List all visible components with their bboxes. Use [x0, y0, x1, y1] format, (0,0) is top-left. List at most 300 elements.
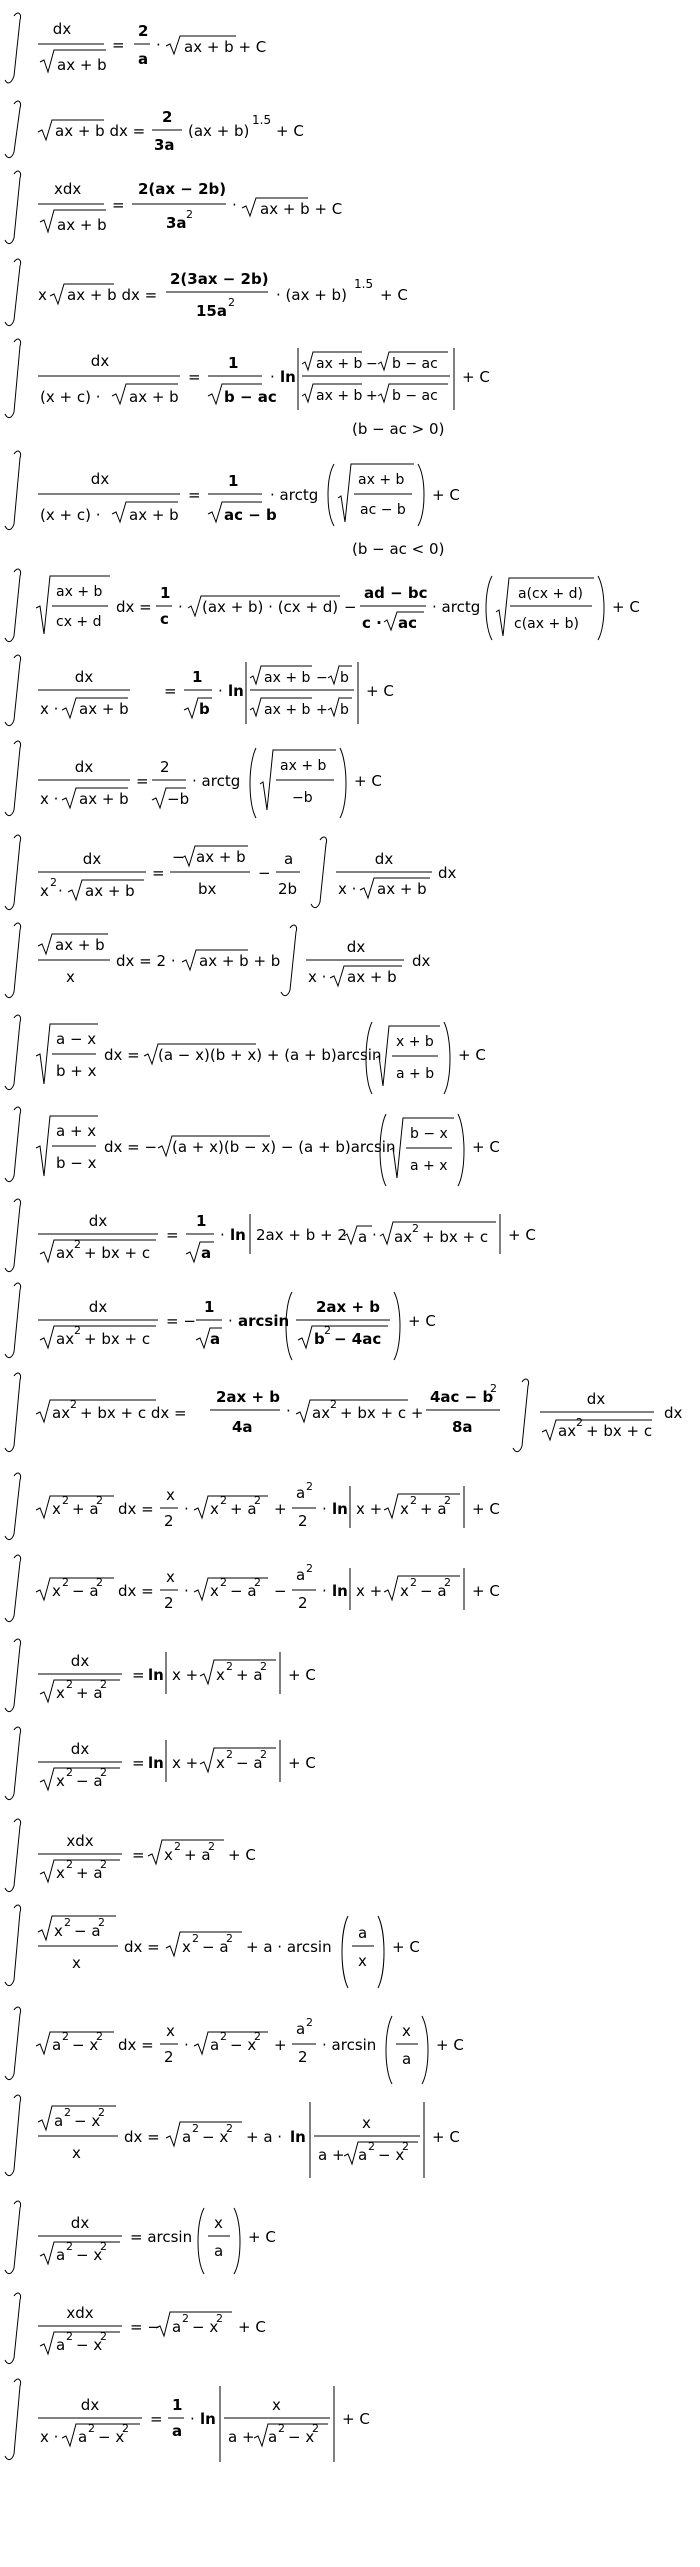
svg-text:x: x	[400, 1500, 409, 1518]
svg-text:3a: 3a	[154, 136, 175, 154]
svg-text:2: 2	[402, 2140, 409, 2153]
svg-text:=: =	[132, 1846, 145, 1864]
svg-text:2: 2	[444, 1576, 451, 1589]
svg-text:dx: dx	[70, 1740, 90, 1758]
svg-text:x +: x +	[172, 1754, 199, 1772]
svg-text:+ C: + C	[288, 1666, 316, 1684]
svg-text:x: x	[164, 1846, 173, 1864]
formula-f19	[0, 1636, 700, 1720]
svg-text:+ C: + C	[436, 2036, 464, 2054]
svg-text:a: a	[56, 2246, 66, 2264]
svg-text:·: ·	[232, 196, 237, 214]
svg-text:·: ·	[322, 1500, 327, 1518]
svg-text:·: ·	[190, 2410, 195, 2428]
svg-text:ax + b: ax + b	[264, 670, 311, 686]
svg-text:a + x: a + x	[56, 1122, 97, 1140]
svg-text:x: x	[38, 286, 47, 304]
svg-text:1.5: 1.5	[354, 277, 374, 291]
svg-text:−: −	[172, 848, 185, 866]
formula-f11	[0, 920, 700, 1006]
svg-text:+ bx + c +: + bx + c +	[340, 1404, 424, 1422]
svg-text:+ a: + a	[72, 1500, 99, 1518]
formula-row	[0, 568, 700, 648]
svg-text:b − x: b − x	[410, 1126, 448, 1142]
formula-f10	[0, 832, 700, 918]
svg-text:ax + b: ax + b	[280, 758, 327, 774]
svg-text:x: x	[166, 2022, 175, 2040]
svg-text:2: 2	[164, 2048, 174, 2066]
svg-text:2: 2	[164, 1594, 174, 1612]
formula-f17	[0, 1472, 700, 1544]
svg-text:ax + b: ax + b	[347, 968, 397, 986]
svg-text:−: −	[344, 598, 357, 616]
svg-text:− x: − x	[74, 2112, 101, 2130]
svg-text:=: =	[152, 864, 165, 882]
svg-text:·: ·	[184, 1500, 189, 1518]
svg-text:dx: dx	[586, 1390, 606, 1408]
svg-text:x: x	[216, 1666, 225, 1684]
formula-f25	[0, 2198, 700, 2280]
svg-text:c(ax + b): c(ax + b)	[514, 616, 580, 632]
svg-text:2: 2	[100, 1766, 107, 1779]
svg-text:ax + b: ax + b	[316, 388, 363, 404]
svg-text:b − ac: b − ac	[392, 356, 438, 372]
svg-text:2: 2	[100, 1858, 107, 1871]
svg-text:x: x	[56, 1864, 65, 1882]
svg-text:+ C: + C	[408, 1312, 436, 1330]
svg-text:2: 2	[62, 1494, 69, 1507]
svg-text:2: 2	[122, 2422, 129, 2435]
formula-f02	[0, 98, 700, 162]
svg-text:c ·: c ·	[362, 614, 382, 632]
svg-text:− a: − a	[236, 1754, 263, 1772]
svg-text:2: 2	[74, 1324, 81, 1337]
svg-text:· arctg: · arctg	[432, 598, 481, 616]
formula-row	[0, 652, 700, 734]
svg-text:2: 2	[306, 1562, 313, 1575]
svg-text:2ax + b: 2ax + b	[316, 1298, 380, 1316]
formula-f14	[0, 1196, 700, 1278]
formula-f07	[0, 568, 700, 648]
formula-row	[0, 832, 700, 918]
svg-text:1: 1	[204, 1298, 215, 1316]
svg-text:a: a	[214, 2242, 224, 2260]
svg-text:2: 2	[88, 2422, 95, 2435]
svg-text:4ac − b: 4ac − b	[430, 1388, 494, 1406]
svg-text:·: ·	[218, 682, 223, 700]
svg-text:− a: − a	[74, 1922, 101, 1940]
svg-text:ax + b: ax + b	[129, 388, 179, 406]
svg-text:x ·: x ·	[40, 2428, 59, 2446]
svg-text:− x: − x	[378, 2146, 405, 2164]
svg-text:dx: dx	[438, 864, 457, 882]
svg-text:+: +	[274, 2036, 287, 2054]
svg-text:cx + d: cx + d	[56, 614, 102, 630]
svg-text:dx: dx	[664, 1404, 683, 1422]
svg-text:b − ac: b − ac	[224, 388, 277, 406]
svg-text:x + b: x + b	[396, 1034, 434, 1050]
svg-text:− x: − x	[230, 2036, 257, 2054]
svg-text:dx =: dx =	[118, 1500, 154, 1518]
svg-text:ax + b: ax + b	[196, 848, 246, 866]
svg-text:ax: ax	[56, 1330, 75, 1348]
svg-text:2: 2	[162, 108, 173, 126]
svg-text:2: 2	[100, 1678, 107, 1691]
svg-text:·: ·	[220, 1226, 225, 1244]
svg-text:a: a	[52, 2036, 62, 2054]
svg-text:2: 2	[192, 2122, 199, 2135]
svg-text:x: x	[362, 2114, 371, 2132]
svg-text:ax + b: ax + b	[85, 882, 135, 900]
svg-text:dx: dx	[74, 668, 94, 686]
svg-text:2: 2	[96, 1494, 103, 1507]
svg-text:2ax + b + 2: 2ax + b + 2	[256, 1226, 347, 1244]
formula-row	[0, 258, 700, 332]
svg-text:ad − bc: ad − bc	[364, 584, 428, 602]
svg-text:2: 2	[412, 1222, 419, 1235]
svg-text:=: =	[136, 772, 149, 790]
svg-text:+ bx + c: + bx + c	[84, 1330, 151, 1348]
svg-text:2: 2	[100, 2240, 107, 2253]
svg-text:ln: ln	[332, 1582, 348, 1600]
svg-text:·: ·	[322, 1582, 327, 1600]
svg-text:·: ·	[156, 36, 161, 54]
svg-text:ac − b: ac − b	[360, 502, 406, 518]
svg-text:2: 2	[216, 2312, 223, 2325]
svg-text:=: =	[188, 368, 201, 386]
svg-text:x: x	[56, 1772, 65, 1790]
svg-text:x: x	[210, 1500, 219, 1518]
svg-text:2: 2	[576, 1416, 583, 1429]
svg-text:+: +	[316, 702, 328, 718]
svg-text:2: 2	[62, 1576, 69, 1589]
svg-text:ln: ln	[228, 682, 244, 700]
formula-row	[0, 1816, 700, 1900]
formula-f22	[0, 1902, 700, 1996]
svg-text:· (ax + b): · (ax + b)	[276, 286, 347, 304]
svg-text:x: x	[214, 2214, 223, 2232]
svg-text:ln: ln	[200, 2410, 216, 2428]
svg-text:2: 2	[66, 2240, 73, 2253]
svg-text:2: 2	[98, 1916, 105, 1929]
svg-text:2: 2	[70, 1398, 77, 1411]
svg-text:a: a	[296, 1566, 306, 1584]
svg-text:a: a	[210, 1330, 221, 1348]
svg-text:2: 2	[254, 2030, 261, 2043]
formula-f09	[0, 738, 700, 826]
formula-row	[0, 1636, 700, 1720]
svg-text:2: 2	[182, 2312, 189, 2325]
svg-text:a: a	[268, 2428, 278, 2446]
svg-text:+ a: + a	[230, 1500, 257, 1518]
svg-text:a + b: a + b	[396, 1066, 435, 1082]
svg-text:+ C: + C	[238, 2318, 266, 2336]
svg-text:+ a: + a	[236, 1666, 263, 1684]
svg-text:2: 2	[96, 2030, 103, 2043]
formula-f13	[0, 1104, 700, 1190]
svg-text:a: a	[54, 2112, 64, 2130]
svg-text:2: 2	[186, 208, 193, 221]
svg-text:(ax + b) · (cx + d): (ax + b) · (cx + d)	[202, 598, 339, 616]
svg-text:2: 2	[66, 1766, 73, 1779]
svg-text:+ C: + C	[288, 1754, 316, 1772]
svg-text:· arcsin: · arcsin	[322, 2036, 377, 2054]
svg-text:2: 2	[220, 2030, 227, 2043]
formula-f26	[0, 2290, 700, 2370]
svg-text:ax: ax	[52, 1404, 71, 1422]
svg-text:2: 2	[312, 2422, 319, 2435]
svg-text:− x: − x	[98, 2428, 125, 2446]
formula-row	[0, 1370, 700, 1466]
svg-text:=: =	[164, 682, 177, 700]
svg-text:dx: dx	[82, 850, 102, 868]
formula-row	[0, 1724, 700, 1808]
svg-text:3a: 3a	[166, 214, 187, 232]
svg-text:= −: = −	[130, 2318, 160, 2336]
svg-text:+ C: + C	[612, 598, 640, 616]
svg-text:−b: −b	[292, 790, 313, 806]
formula-row	[0, 2092, 700, 2184]
svg-text:2: 2	[164, 1512, 174, 1530]
svg-text:−: −	[258, 864, 271, 882]
svg-text:=: =	[112, 36, 125, 54]
svg-text:+ C: + C	[380, 286, 408, 304]
svg-text:− x: − x	[288, 2428, 315, 2446]
svg-text:ln: ln	[290, 2128, 306, 2146]
svg-text:2: 2	[226, 1932, 233, 1945]
svg-text:ln: ln	[230, 1226, 246, 1244]
formula-row	[0, 448, 700, 560]
svg-text:+ C: + C	[342, 2410, 370, 2428]
svg-text:+ a ·: + a ·	[246, 2128, 283, 2146]
svg-text:+: +	[366, 388, 378, 404]
svg-text:1: 1	[228, 354, 239, 372]
svg-text:ax + b: ax + b	[57, 216, 107, 234]
svg-text:ax + b: ax + b	[377, 880, 427, 898]
svg-text:=: =	[166, 1226, 179, 1244]
svg-text:ax + b: ax + b	[56, 584, 103, 600]
svg-text:x: x	[52, 1582, 61, 1600]
svg-text:x: x	[400, 1582, 409, 1600]
formula-f21	[0, 1816, 700, 1900]
svg-text:xdx: xdx	[66, 1832, 94, 1850]
svg-text:+ C: + C	[366, 682, 394, 700]
svg-text:x ·: x ·	[40, 700, 59, 718]
svg-text:2: 2	[62, 2030, 69, 2043]
formula-row	[0, 1554, 700, 1626]
svg-text:x +: x +	[172, 1666, 199, 1684]
svg-text:ax + b: ax + b	[264, 702, 311, 718]
svg-text:2: 2	[260, 1748, 267, 1761]
svg-text:ac − b: ac − b	[224, 506, 277, 524]
svg-text:x: x	[72, 2144, 81, 2162]
svg-text:dx =: dx =	[118, 2036, 154, 2054]
formula-row	[0, 168, 700, 250]
svg-text:ax + b: ax + b	[129, 506, 179, 524]
svg-text:+ bx + c: + bx + c	[586, 1422, 653, 1440]
svg-text:· arctg: · arctg	[192, 772, 241, 790]
svg-text:+ bx + c: + bx + c	[84, 1244, 151, 1262]
formula-f06	[0, 448, 700, 560]
svg-text:ac: ac	[398, 614, 418, 632]
svg-text:+ C: + C	[228, 1846, 256, 1864]
svg-text:2: 2	[226, 1660, 233, 1673]
svg-text:b + x: b + x	[56, 1062, 97, 1080]
svg-text:ln: ln	[148, 1666, 164, 1684]
formula-f08	[0, 652, 700, 734]
svg-text:2: 2	[220, 1576, 227, 1589]
svg-text:+ C: + C	[462, 368, 490, 386]
svg-text:a: a	[284, 850, 294, 868]
svg-text:a +: a +	[228, 2428, 255, 2446]
svg-text:(ax + b): (ax + b)	[188, 122, 250, 140]
svg-text:2: 2	[66, 1678, 73, 1691]
svg-text:2: 2	[410, 1576, 417, 1589]
svg-text:b: b	[199, 700, 210, 718]
svg-text:2: 2	[64, 1916, 71, 1929]
svg-text:(a − x)(b + x) + (a + b)arcsin: (a − x)(b + x) + (a + b)arcsin	[158, 1046, 382, 1064]
svg-text:2: 2	[306, 1480, 313, 1493]
svg-text:4a: 4a	[232, 1418, 253, 1436]
condition-label: (b − ac < 0)	[352, 540, 445, 558]
svg-text:+ C: + C	[354, 772, 382, 790]
svg-text:+ bx + c dx =: + bx + c dx =	[80, 1404, 187, 1422]
svg-text:+ C: + C	[472, 1500, 500, 1518]
svg-text:x ·: x ·	[40, 790, 59, 808]
svg-text:a: a	[402, 2050, 412, 2068]
formula-f18	[0, 1554, 700, 1626]
svg-text:ax: ax	[312, 1404, 331, 1422]
formula-f27	[0, 2376, 700, 2468]
svg-text:ax: ax	[394, 1228, 413, 1246]
svg-text:dx =: dx =	[118, 1582, 154, 1600]
svg-text:dx: dx	[52, 20, 72, 38]
svg-text:2: 2	[490, 1382, 497, 1395]
svg-text:b: b	[314, 1330, 325, 1348]
svg-text:a: a	[172, 2318, 182, 2336]
svg-text:2: 2	[96, 1576, 103, 1589]
svg-text:+ C: + C	[458, 1046, 486, 1064]
svg-text:xdx: xdx	[66, 2304, 94, 2322]
svg-text:dx =: dx =	[104, 1046, 140, 1064]
svg-text:x: x	[54, 1922, 63, 1940]
svg-text:ax + b dx =: ax + b dx =	[55, 122, 146, 140]
svg-text:a: a	[358, 1924, 368, 1942]
svg-text:ax: ax	[56, 1244, 75, 1262]
svg-text:2: 2	[98, 2106, 105, 2119]
svg-text:x: x	[272, 2396, 281, 2414]
formula-row	[0, 336, 700, 444]
svg-text:a: a	[78, 2428, 88, 2446]
formula-row	[0, 1472, 700, 1544]
formula-f15	[0, 1280, 700, 1366]
svg-text:−: −	[366, 356, 378, 372]
svg-text:c: c	[160, 610, 169, 628]
svg-text:a: a	[56, 2336, 66, 2354]
svg-text:x: x	[66, 968, 75, 986]
svg-text:2: 2	[138, 22, 149, 40]
svg-text:x +: x +	[356, 1582, 383, 1600]
svg-text:1: 1	[228, 472, 239, 490]
svg-text:x: x	[40, 882, 49, 900]
svg-text:1: 1	[196, 1212, 207, 1230]
svg-text:dx = 2 ·: dx = 2 ·	[116, 952, 176, 970]
svg-text:·: ·	[228, 1312, 233, 1330]
formula-row	[0, 98, 700, 162]
svg-text:− x: − x	[192, 2318, 219, 2336]
svg-text:ax + b: ax + b	[79, 790, 129, 808]
svg-text:− x: − x	[76, 2336, 103, 2354]
svg-text:b − x: b − x	[56, 1154, 97, 1172]
svg-text:dx = −: dx = −	[104, 1138, 158, 1156]
formula-row	[0, 1104, 700, 1190]
svg-text:a: a	[296, 1484, 306, 1502]
svg-text:2: 2	[410, 1494, 417, 1507]
svg-text:a: a	[210, 2036, 220, 2054]
svg-text:=: =	[132, 1666, 145, 1684]
formula-row	[0, 2198, 700, 2280]
svg-text:x: x	[182, 1938, 191, 1956]
svg-text:2: 2	[74, 1238, 81, 1251]
svg-text:2: 2	[306, 2016, 313, 2029]
svg-text:−b: −b	[167, 790, 190, 808]
svg-text:·: ·	[270, 368, 275, 386]
svg-text:2: 2	[50, 876, 57, 889]
svg-text:= −: = −	[166, 1312, 196, 1330]
svg-text:+ C: + C	[248, 2228, 276, 2246]
svg-text:a + x: a + x	[410, 1158, 448, 1174]
svg-text:+: +	[274, 1500, 287, 1518]
svg-text:a: a	[182, 2128, 192, 2146]
svg-text:2: 2	[254, 1576, 261, 1589]
svg-text:2: 2	[254, 1494, 261, 1507]
svg-text:+ C: + C	[276, 122, 304, 140]
svg-text:2: 2	[330, 1398, 337, 1411]
svg-text:ax + b: ax + b	[358, 472, 405, 488]
svg-text:2: 2	[226, 1748, 233, 1761]
svg-text:2: 2	[100, 2330, 107, 2343]
svg-text:ax + b dx =: ax + b dx =	[67, 286, 158, 304]
formula-f24	[0, 2092, 700, 2184]
svg-text:+ a: + a	[420, 1500, 447, 1518]
svg-text:b: b	[340, 702, 349, 718]
svg-text:x: x	[166, 1486, 175, 1504]
formula-f01	[0, 8, 700, 88]
svg-text:dx: dx	[88, 1212, 108, 1230]
svg-text:2: 2	[66, 1858, 73, 1871]
svg-text:− a: − a	[76, 1772, 103, 1790]
formula-row	[0, 1012, 700, 1098]
formula-f16	[0, 1370, 700, 1466]
svg-text:2: 2	[324, 1324, 331, 1337]
svg-text:·: ·	[372, 1226, 377, 1244]
svg-text:2b: 2b	[278, 880, 298, 898]
svg-text:2: 2	[226, 2122, 233, 2135]
svg-text:2: 2	[174, 1840, 181, 1853]
svg-text:− x: − x	[76, 2246, 103, 2264]
svg-text:x ·: x ·	[338, 880, 357, 898]
svg-text:ax + b: ax + b	[79, 700, 129, 718]
svg-text:2: 2	[278, 2422, 285, 2435]
svg-text:a: a	[172, 2422, 183, 2440]
svg-text:arcsin: arcsin	[238, 1312, 290, 1330]
svg-text:ln: ln	[148, 1754, 164, 1772]
svg-text:2: 2	[220, 1494, 227, 1507]
svg-text:ax: ax	[558, 1422, 577, 1440]
formula-row	[0, 920, 700, 1006]
formula-row	[0, 2004, 700, 2086]
svg-text:− a: − a	[72, 1582, 99, 1600]
